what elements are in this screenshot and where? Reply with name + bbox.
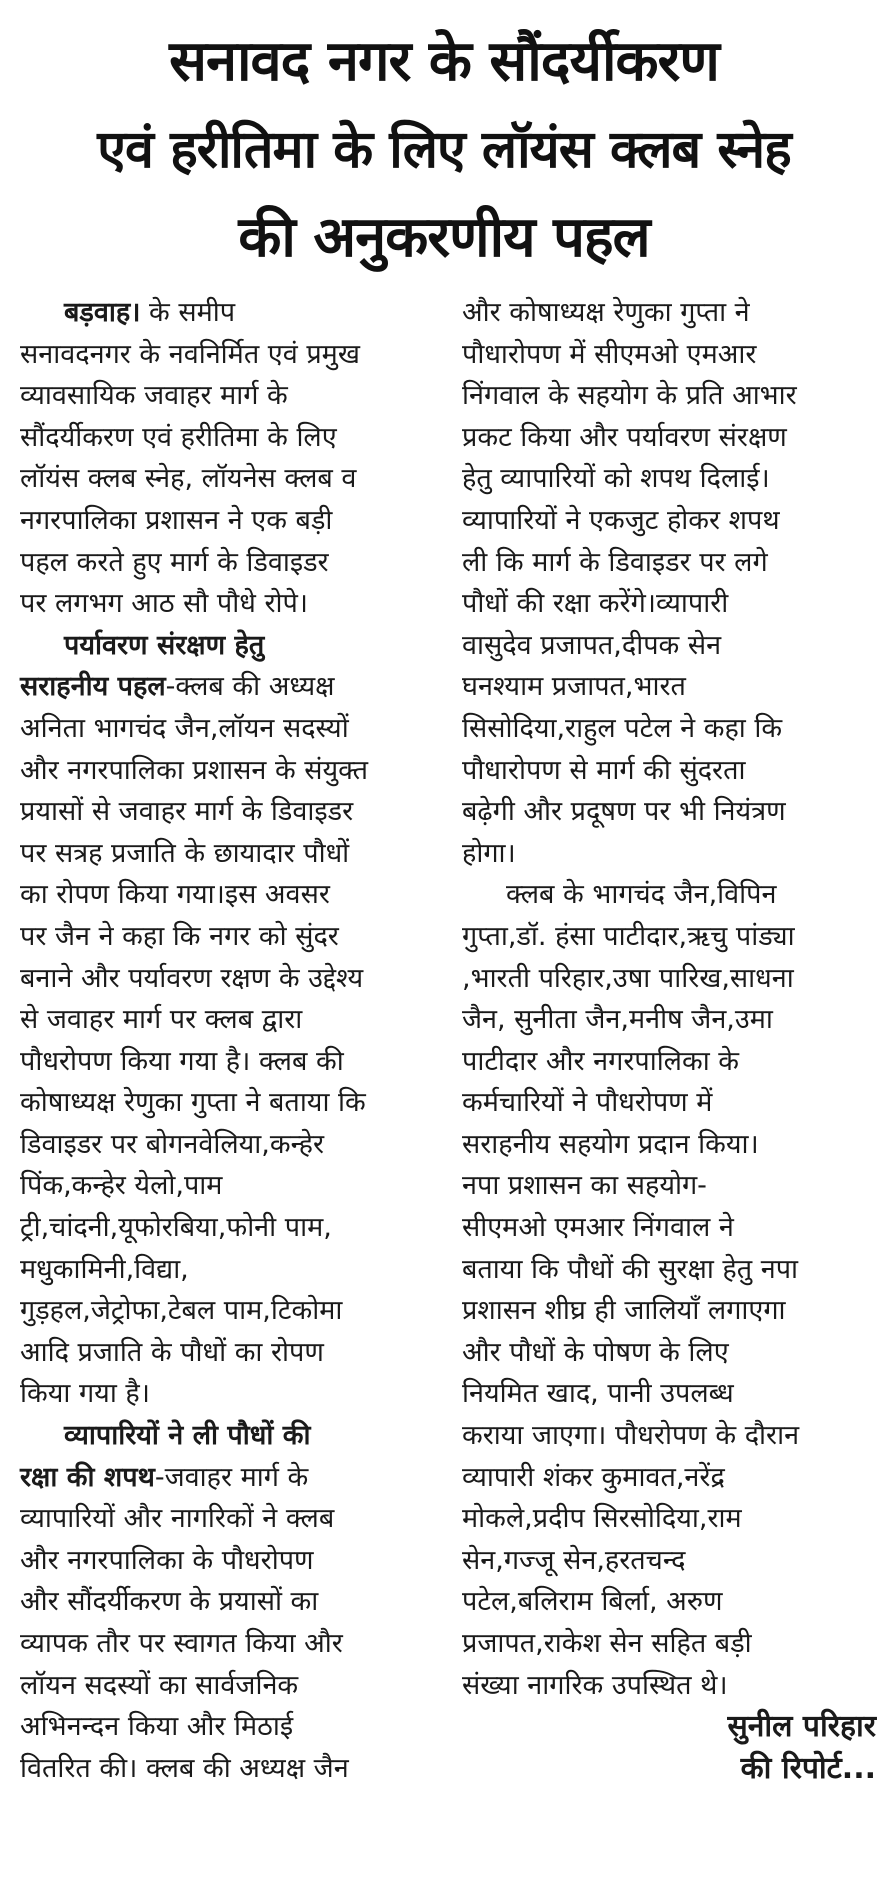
subheading-2-cont: रक्षा की शपथ	[20, 1461, 155, 1493]
body-line: ट्री,चांदनी,यूफोरबिया,फोनी पाम,	[20, 1212, 332, 1244]
report-credit: की रिपोर्ट...	[740, 1750, 876, 1786]
subheading-line	[20, 666, 440, 708]
body-line: प्रजापत,राकेश सेन सहित बड़ी	[462, 1628, 752, 1659]
body-line: प्रयासों से जवाहर मार्ग के डिवाइडर	[20, 796, 354, 828]
body-line: सनावदनगर के नवनिर्मित एवं प्रमुख	[20, 338, 360, 370]
body-line: वितरित की। क्लब की अध्यक्ष जैन	[20, 1752, 349, 1784]
body-line: और पौधों के पोषण के लिए	[462, 1336, 729, 1368]
subheading-1: पर्यावरण संरक्षण हेतु	[64, 629, 265, 661]
body-line: गुप्ता,डॉ. हंसा पाटीदार,ऋचु पांड्या	[462, 920, 795, 952]
body-line: अनिता भागचंद जैन,लॉयन सदस्यों	[20, 712, 349, 744]
body-line: सौंदर्यीकरण एवं हरीतिमा के लिए	[20, 421, 337, 453]
body-line: बनाने और पर्यावरण रक्षण के उद्देश्य	[20, 962, 364, 994]
body-line: डिवाइडर पर बोगनवेलिया,कन्हेर	[20, 1128, 325, 1160]
body-line: व्यापारी शंकर कुमावत,नरेंद्र	[462, 1461, 725, 1493]
body-line: मोकले,प्रदीप सिरसोदिया,राम	[462, 1503, 742, 1535]
body-line: पौधारोपण से मार्ग की सुंदरता	[462, 754, 746, 786]
body-line: पिंक,कन्हेर येलो,पाम	[20, 1170, 223, 1202]
body-line: प्रशासन शीघ्र ही जालियाँ लगाएगा	[462, 1295, 786, 1327]
body-line: व्यावसायिक जवाहर मार्ग के	[20, 380, 288, 412]
body-line: का रोपण किया गया।इस अवसर	[20, 879, 330, 911]
body-line: निंगवाल के सहयोग के प्रति आभार	[462, 380, 797, 412]
article-headline	[0, 0, 888, 282]
body-line: कराया जाएगा। पौधरोपण के दौरान	[462, 1420, 800, 1452]
body-text: के समीप	[140, 297, 236, 328]
body-line: जैन, सुनीता जैन,मनीष जैन,उमा	[462, 1004, 773, 1036]
body-line: लॉयंस क्लब स्नेह, लॉयनेस क्लब व	[20, 463, 357, 495]
body-line: होगा।	[462, 837, 516, 869]
dateline-line	[20, 292, 440, 334]
body-line: क्लब के भागचंद जैन,विपिन	[506, 879, 777, 911]
body-line: गुड़हल,जेट्रोफा,टेबल पाम,टिकोमा	[20, 1295, 343, 1327]
subheading-3: नपा प्रशासन का सहयोग-	[462, 1170, 707, 1202]
right-column	[462, 292, 882, 1789]
body-text: -जवाहर मार्ग के	[154, 1461, 309, 1493]
body-line: पटेल,बलिराम बिर्ला, अरुण	[462, 1586, 723, 1618]
body-line: घनश्याम प्रजापत,भारत	[462, 671, 686, 703]
body-line: और कोषाध्यक्ष रेणुका गुप्ता ने	[462, 297, 750, 328]
body-line: सराहनीय सहयोग प्रदान किया।	[462, 1128, 759, 1160]
subheading-2: व्यापारियों ने ली पौधों की	[64, 1420, 311, 1452]
body-line: लॉयन सदस्यों का सार्वजनिक	[20, 1669, 299, 1701]
headline-line-3: की अनुकरणीय पहल	[238, 205, 650, 270]
body-line: किया गया है।	[20, 1378, 150, 1410]
body-line: और नगरपालिका के पौधरोपण	[20, 1544, 314, 1576]
subheading-1-cont: सराहनीय पहल	[20, 671, 166, 703]
body-line: नियमित खाद, पानी उपलब्ध	[462, 1378, 734, 1410]
body-line: सीएमओ एमआर निंगवाल ने	[462, 1212, 734, 1244]
body-line: पर लगभग आठ सौ पौधे रोपे।	[20, 588, 309, 620]
body-line: पौधरोपण किया गया है। क्लब की	[20, 1045, 344, 1077]
body-line: पौधारोपण में सीएमओ एमआर	[462, 338, 757, 370]
headline-line-2: एवं हरीतिमा के लिए लॉयंस क्लब स्नेह	[97, 120, 791, 180]
body-line: पाटीदार और नगरपालिका के	[462, 1045, 740, 1077]
body-line: पहल करते हुए मार्ग के डिवाइडर	[20, 546, 329, 578]
body-line: व्यापारियों ने एकजुट होकर शपथ	[462, 504, 780, 536]
body-line: व्यापक तौर पर स्वागत किया और	[20, 1628, 343, 1659]
body-line: प्रकट किया और पर्यावरण संरक्षण	[462, 421, 787, 453]
body-line: ,भारती परिहार,उषा पारिख,साधना	[462, 962, 794, 994]
body-line: पौधों की रक्षा करेंगे।व्यापारी	[462, 588, 729, 620]
dateline: बड़वाह।	[64, 297, 141, 328]
body-line: संख्या नागरिक उपस्थित थे।	[462, 1669, 728, 1701]
body-line: बढ़ेगी और प्रदूषण पर भी नियंत्रण	[462, 796, 786, 828]
body-line: सिसोदिया,राहुल पटेल ने कहा कि	[462, 712, 783, 744]
left-column	[20, 292, 440, 1789]
body-line: अभिनन्दन किया और मिठाई	[20, 1711, 294, 1743]
body-line: कर्मचारियों ने पौधरोपण में	[462, 1087, 713, 1119]
body-line: पर जैन ने कहा कि नगर को सुंदर	[20, 920, 339, 952]
body-line: पर सत्रह प्रजाति के छायादार पौधों	[20, 837, 350, 869]
body-line: हेतु व्यापारियों को शपथ दिलाई।	[462, 463, 770, 495]
headline-line-1: सनावद नगर के सौंदर्यीकरण	[169, 29, 719, 94]
body-line: नगरपालिका प्रशासन ने एक बड़ी	[20, 504, 333, 536]
body-line: और नगरपालिका प्रशासन के संयुक्त	[20, 754, 369, 786]
body-line: कोषाध्यक्ष रेणुका गुप्ता ने बताया कि	[20, 1087, 366, 1119]
body-line: सेन,गज्जू सेन,हरतचन्द	[462, 1544, 686, 1576]
body-line: आदि प्रजाति के पौधों का रोपण	[20, 1336, 324, 1368]
body-line: मधुकामिनी,विद्या,	[20, 1253, 189, 1285]
body-line: व्यापारियों और नागरिकों ने क्लब	[20, 1503, 335, 1535]
body-line: बताया कि पौधों की सुरक्षा हेतु नपा	[462, 1253, 799, 1285]
subheading-line	[20, 1457, 440, 1499]
body-line: ली कि मार्ग के डिवाइडर पर लगे	[462, 546, 768, 578]
body-line: और सौंदर्यीकरण के प्रयासों का	[20, 1586, 319, 1618]
body-line: वासुदेव प्रजापत,दीपक सेन	[462, 629, 722, 661]
reporter-name: सुनील परिहार	[727, 1709, 876, 1745]
body-text: -क्लब की अध्यक्ष	[165, 671, 335, 703]
body-line: से जवाहर मार्ग पर क्लब द्वारा	[20, 1004, 303, 1036]
